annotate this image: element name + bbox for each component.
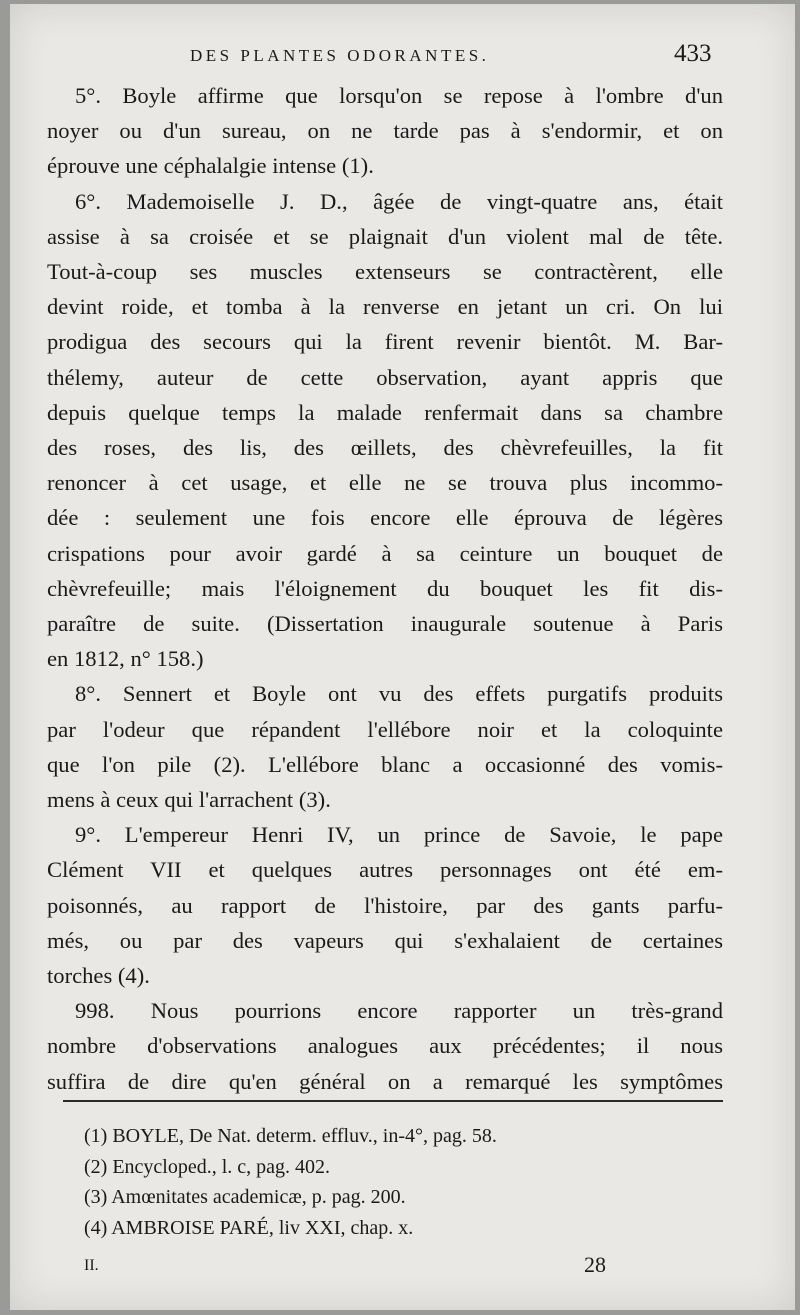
footnote-2: (2) Encycloped., l. c, pag. 402.	[84, 1155, 331, 1178]
text-line: nombre d'observations analogues aux précédentes; il nous	[47, 1033, 723, 1059]
text-line: thélemy, auteur de cette observation, ayant appris que	[47, 364, 723, 390]
text-line: prodigua des secours qui la firent revenir bientôt. M. Bar-	[47, 329, 723, 355]
text-line: Clément VII et quelques autres personnages ont été em-	[47, 857, 723, 883]
text-line: poisonnés, au rapport de l'histoire, par des gants parfu-	[47, 892, 723, 918]
paragraph-6	[47, 184, 723, 677]
footnote-rule	[63, 1100, 723, 1102]
text-line: Tout-à-coup ses muscles extenseurs se contractèrent, elle	[47, 259, 723, 285]
text-line: chèvrefeuille; mais l'éloignement du bouquet les fit dis-	[47, 575, 723, 601]
page-number: 433	[674, 40, 712, 67]
paragraph-998	[47, 993, 723, 1099]
paragraph-9	[47, 817, 723, 993]
text-line: 8°. Sennert et Boyle ont vu des effets purgatifs produits	[75, 681, 723, 707]
page-header	[10, 40, 795, 80]
text-line: 6°. Mademoiselle J. D., âgée de vingt-quatre ans, était	[75, 188, 723, 214]
text-line: éprouve une céphalalgie intense (1).	[47, 153, 374, 179]
text-line: suffira de dire qu'en général on a remarqué les symptômes	[47, 1068, 723, 1094]
text-line: 5°. Boyle affirme que lorsqu'on se repose à l'ombre d'un	[75, 83, 723, 108]
text-line: par l'odeur que répandent l'ellébore noir et la coloquinte	[47, 716, 723, 742]
signature-number: 28	[584, 1252, 606, 1277]
text-line: que l'on pile (2). L'ellébore blanc a occasionné des vomis-	[47, 751, 723, 777]
text-line: mens à ceux qui l'arrachent (3).	[47, 787, 331, 813]
book-page	[10, 4, 795, 1310]
footnote-4: (4) AMBROISE PARÉ, liv XXI, chap. x.	[84, 1216, 414, 1239]
text-line: renoncer à cet usage, et elle ne se trouva plus incommo-	[47, 470, 723, 496]
text-line: noyer ou d'un sureau, on ne tarde pas à s'endormir, et on	[47, 118, 723, 144]
body-text	[47, 78, 723, 1099]
volume-signature: II.	[84, 1257, 99, 1274]
footnote-3: (3) Amœnitates academicæ, p. pag. 200.	[84, 1186, 406, 1208]
text-line: des roses, des lis, des œillets, des chèvrefeuilles, la fit	[47, 435, 723, 461]
text-line: depuis quelque temps la malade renfermait dans sa chambre	[47, 399, 723, 425]
paragraph-5	[47, 78, 723, 184]
text-line: devint roide, et tomba à la renverse en jetant un cri. On lui	[47, 294, 723, 320]
text-line: crispations pour avoir gardé à sa ceinture un bouquet de	[47, 540, 723, 566]
footnote-1: (1) BOYLE, De Nat. determ. effluv., in-4°, pag. 58.	[84, 1125, 497, 1147]
footnotes	[84, 1121, 724, 1243]
text-line: en 1812, n° 158.)	[47, 646, 204, 672]
text-line: més, ou par des vapeurs qui s'exhalaient de certaines	[47, 927, 723, 953]
text-line: dée : seulement une fois encore elle éprouva de légères	[47, 505, 723, 531]
text-line: 9°. L'empereur Henri IV, un prince de Savoie, le pape	[75, 822, 723, 848]
paragraph-8	[47, 676, 723, 817]
text-line: 998. Nous pourrions encore rapporter un très-grand	[75, 998, 723, 1024]
text-line: torches (4).	[47, 963, 150, 989]
text-line: paraître de suite. (Dissertation inaugurale soutenue à Paris	[47, 611, 723, 637]
text-line: assise à sa croisée et se plaignait d'un violent mal de tête.	[47, 223, 723, 249]
running-title: DES PLANTES ODORANTES.	[190, 46, 490, 65]
